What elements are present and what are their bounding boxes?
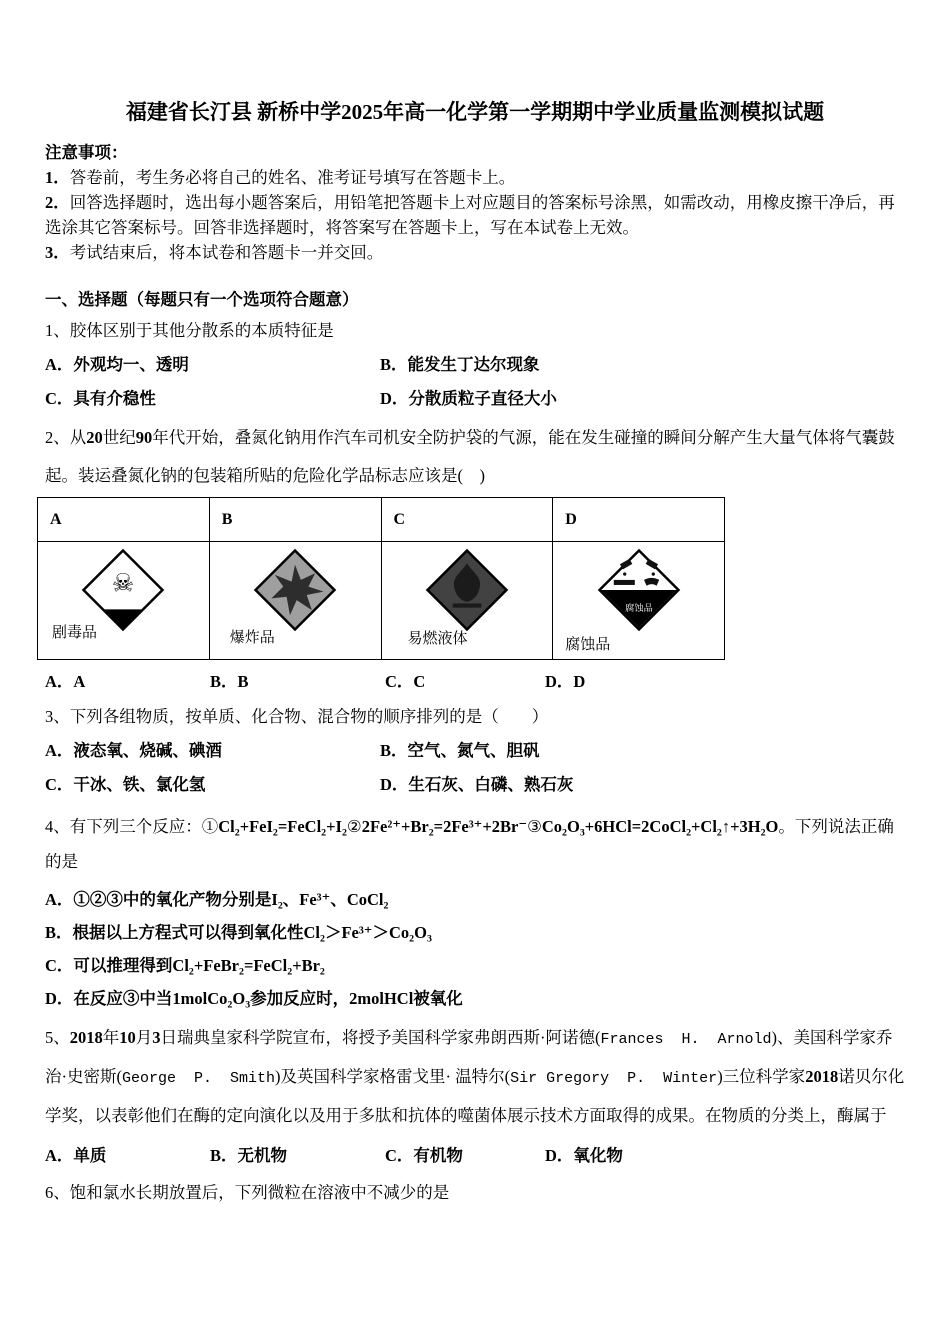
question-3-option-c: C．干冰、铁、氯化氢 bbox=[45, 775, 206, 794]
question-4-stem-text: 有下列三个反应：①Cl₂+FeI₂=FeCl₂+I₂②2Fe²⁺+Br₂=2Fe³⁺+2Br⁻③Co₂O₃+6HCl=2CoCl₂+Cl₂↑+3H₂O。下列说法正确的是 bbox=[45, 817, 894, 871]
hazard-header-b: B bbox=[209, 498, 381, 542]
question-2-answer-d: D．D bbox=[545, 672, 586, 691]
note-item-1: 1．答卷前，考生务必将自己的姓名、准考证号填写在答题卡上。 bbox=[45, 168, 516, 187]
hazard-cell-explosive bbox=[209, 542, 381, 660]
hazard-label-explosive: 爆炸品 bbox=[229, 630, 275, 646]
flammable-liquid-diamond-icon bbox=[425, 548, 509, 632]
question-5-stem-text: 2018年10月3日瑞典皇家科学院宣布，将授予美国科学家弗朗西斯·阿诺德(Frances H. Arnold)、美国科学家乔治·史密斯(George P. Smith)及英国科学家格雷戈里· 温特尔(Sir Gregory P. Winter)三位科学家2018诺贝尔化学奖，以表彰他们在酶的定向演化以及用于多肽和抗体的噬菌体展示技术方面取得的成果。在物质的分类上，酶属于 bbox=[45, 1028, 905, 1125]
question-1-option-d: D．分散质粒子直径大小 bbox=[380, 389, 557, 408]
note-item-2: 2．回答选择题时，选出每小题答案后，用铅笔把答题卡上对应题目的答案标号涂黑，如需改动，用橡皮擦干净后，再选涂其它答案标号。回答非选择题时，将答案写在答题卡上，写在本试卷上无效。 bbox=[45, 193, 895, 237]
question-1-options-row-2 bbox=[45, 386, 905, 411]
question-4-stem bbox=[45, 809, 905, 879]
question-5-number: 5、 bbox=[45, 1028, 70, 1047]
hazard-label-corrosive: 腐蚀品 bbox=[565, 637, 611, 653]
question-2-answer-b: B．B bbox=[210, 672, 249, 691]
question-1-option-b: B．能发生丁达尔现象 bbox=[380, 355, 540, 374]
question-2-stem bbox=[45, 419, 905, 495]
question-1-stem bbox=[45, 318, 905, 343]
corrosive-symbol-text: 腐蚀品 bbox=[624, 603, 653, 614]
question-5-option-d: D．氧化物 bbox=[545, 1146, 623, 1165]
question-2-answer-a: A．A bbox=[45, 672, 86, 691]
toxic-diamond-icon bbox=[81, 548, 165, 632]
question-5-stem bbox=[45, 1019, 905, 1134]
question-4-option-a: A．①②③中的氧化产物分别是I₂、Fe³⁺、CoCl₂ bbox=[45, 890, 389, 909]
question-1 bbox=[45, 318, 905, 411]
question-3-option-a: A．液态氧、烧碱、碘酒 bbox=[45, 741, 222, 760]
question-2 bbox=[45, 419, 905, 694]
explosive-diamond-icon bbox=[253, 548, 337, 632]
hazard-label-toxic: 剧毒品 bbox=[52, 625, 98, 641]
hazard-label-flammable-liquid: 易燃液体 bbox=[407, 631, 468, 647]
question-3-stem-text: 下列各组物质，按单质、化合物、混合物的顺序排列的是（ ） bbox=[69, 707, 549, 726]
question-4-option-d: D．在反应③中当1molCo₂O₃参加反应时，2molHCl被氧化 bbox=[45, 989, 463, 1008]
question-4-number: 4、 bbox=[45, 817, 70, 836]
skull-icon: ☠ bbox=[112, 568, 135, 598]
question-6-stem bbox=[45, 1180, 905, 1205]
question-5 bbox=[45, 1019, 905, 1168]
question-3-number: 3、 bbox=[45, 707, 70, 726]
notes-heading: 注意事项： bbox=[45, 143, 128, 162]
question-1-option-a: A．外观均一、透明 bbox=[45, 355, 189, 374]
question-5-options-row bbox=[45, 1143, 905, 1168]
question-1-options-row-1 bbox=[45, 352, 905, 377]
question-6 bbox=[45, 1180, 905, 1205]
question-2-stem-text: 从20世纪90年代开始，叠氮化钠用作汽车司机安全防护袋的气源，能在发生碰撞的瞬间分解产生大量气体将气囊鼓起。装运叠氮化钠的包装箱所贴的危险化学品标志应该是( ) bbox=[45, 428, 895, 485]
hazard-header-row bbox=[38, 498, 725, 542]
question-3-option-d: D．生石灰、白磷、熟石灰 bbox=[380, 775, 574, 794]
question-6-number: 6、 bbox=[45, 1183, 70, 1202]
question-1-stem-text: 胶体区别于其他分散系的本质特征是 bbox=[69, 321, 334, 340]
hazard-header-c: C bbox=[381, 498, 553, 542]
hazard-symbol-row bbox=[38, 542, 725, 660]
corrosive-diamond-icon bbox=[597, 548, 681, 632]
question-6-stem-text: 饱和氯水长期放置后，下列微粒在溶液中不减少的是 bbox=[69, 1183, 450, 1202]
question-4 bbox=[45, 809, 905, 1011]
hazard-cell-flammable-liquid bbox=[381, 542, 553, 660]
question-1-number: 1、 bbox=[45, 321, 70, 340]
question-2-number: 2、 bbox=[45, 428, 70, 447]
question-3 bbox=[45, 704, 905, 797]
question-3-stem bbox=[45, 704, 905, 729]
question-5-option-b: B．无机物 bbox=[210, 1146, 288, 1165]
question-2-answers-row bbox=[45, 669, 905, 694]
hazard-cell-toxic bbox=[38, 542, 210, 660]
question-3-options-row-2 bbox=[45, 772, 905, 797]
question-2-answer-c: C．C bbox=[385, 672, 426, 691]
notes-section bbox=[45, 140, 905, 265]
section-heading: 一、选择题（每题只有一个选项符合题意） bbox=[45, 290, 359, 309]
hazard-symbols-table bbox=[37, 497, 725, 660]
exam-title: 福建省长汀县 新桥中学2025年高一化学第一学期期中学业质量监测模拟试题 bbox=[125, 100, 825, 124]
question-3-options-row-1 bbox=[45, 738, 905, 763]
hazard-cell-corrosive bbox=[553, 542, 725, 660]
question-3-option-b: B．空气、氮气、胆矾 bbox=[380, 741, 540, 760]
question-4-option-b: B．根据以上方程式可以得到氧化性Cl₂＞Fe³⁺＞Co₂O₃ bbox=[45, 923, 432, 942]
question-5-option-a: A．单质 bbox=[45, 1146, 107, 1165]
hazard-header-d: D bbox=[553, 498, 725, 542]
question-1-option-c: C．具有介稳性 bbox=[45, 389, 156, 408]
note-item-3: 3．考试结束后，将本试卷和答题卡一并交回。 bbox=[45, 243, 384, 262]
question-4-option-c: C．可以推理得到Cl₂+FeBr₂=FeCl₂+Br₂ bbox=[45, 956, 325, 975]
question-5-option-c: C．有机物 bbox=[385, 1146, 463, 1165]
hazard-header-a: A bbox=[38, 498, 210, 542]
